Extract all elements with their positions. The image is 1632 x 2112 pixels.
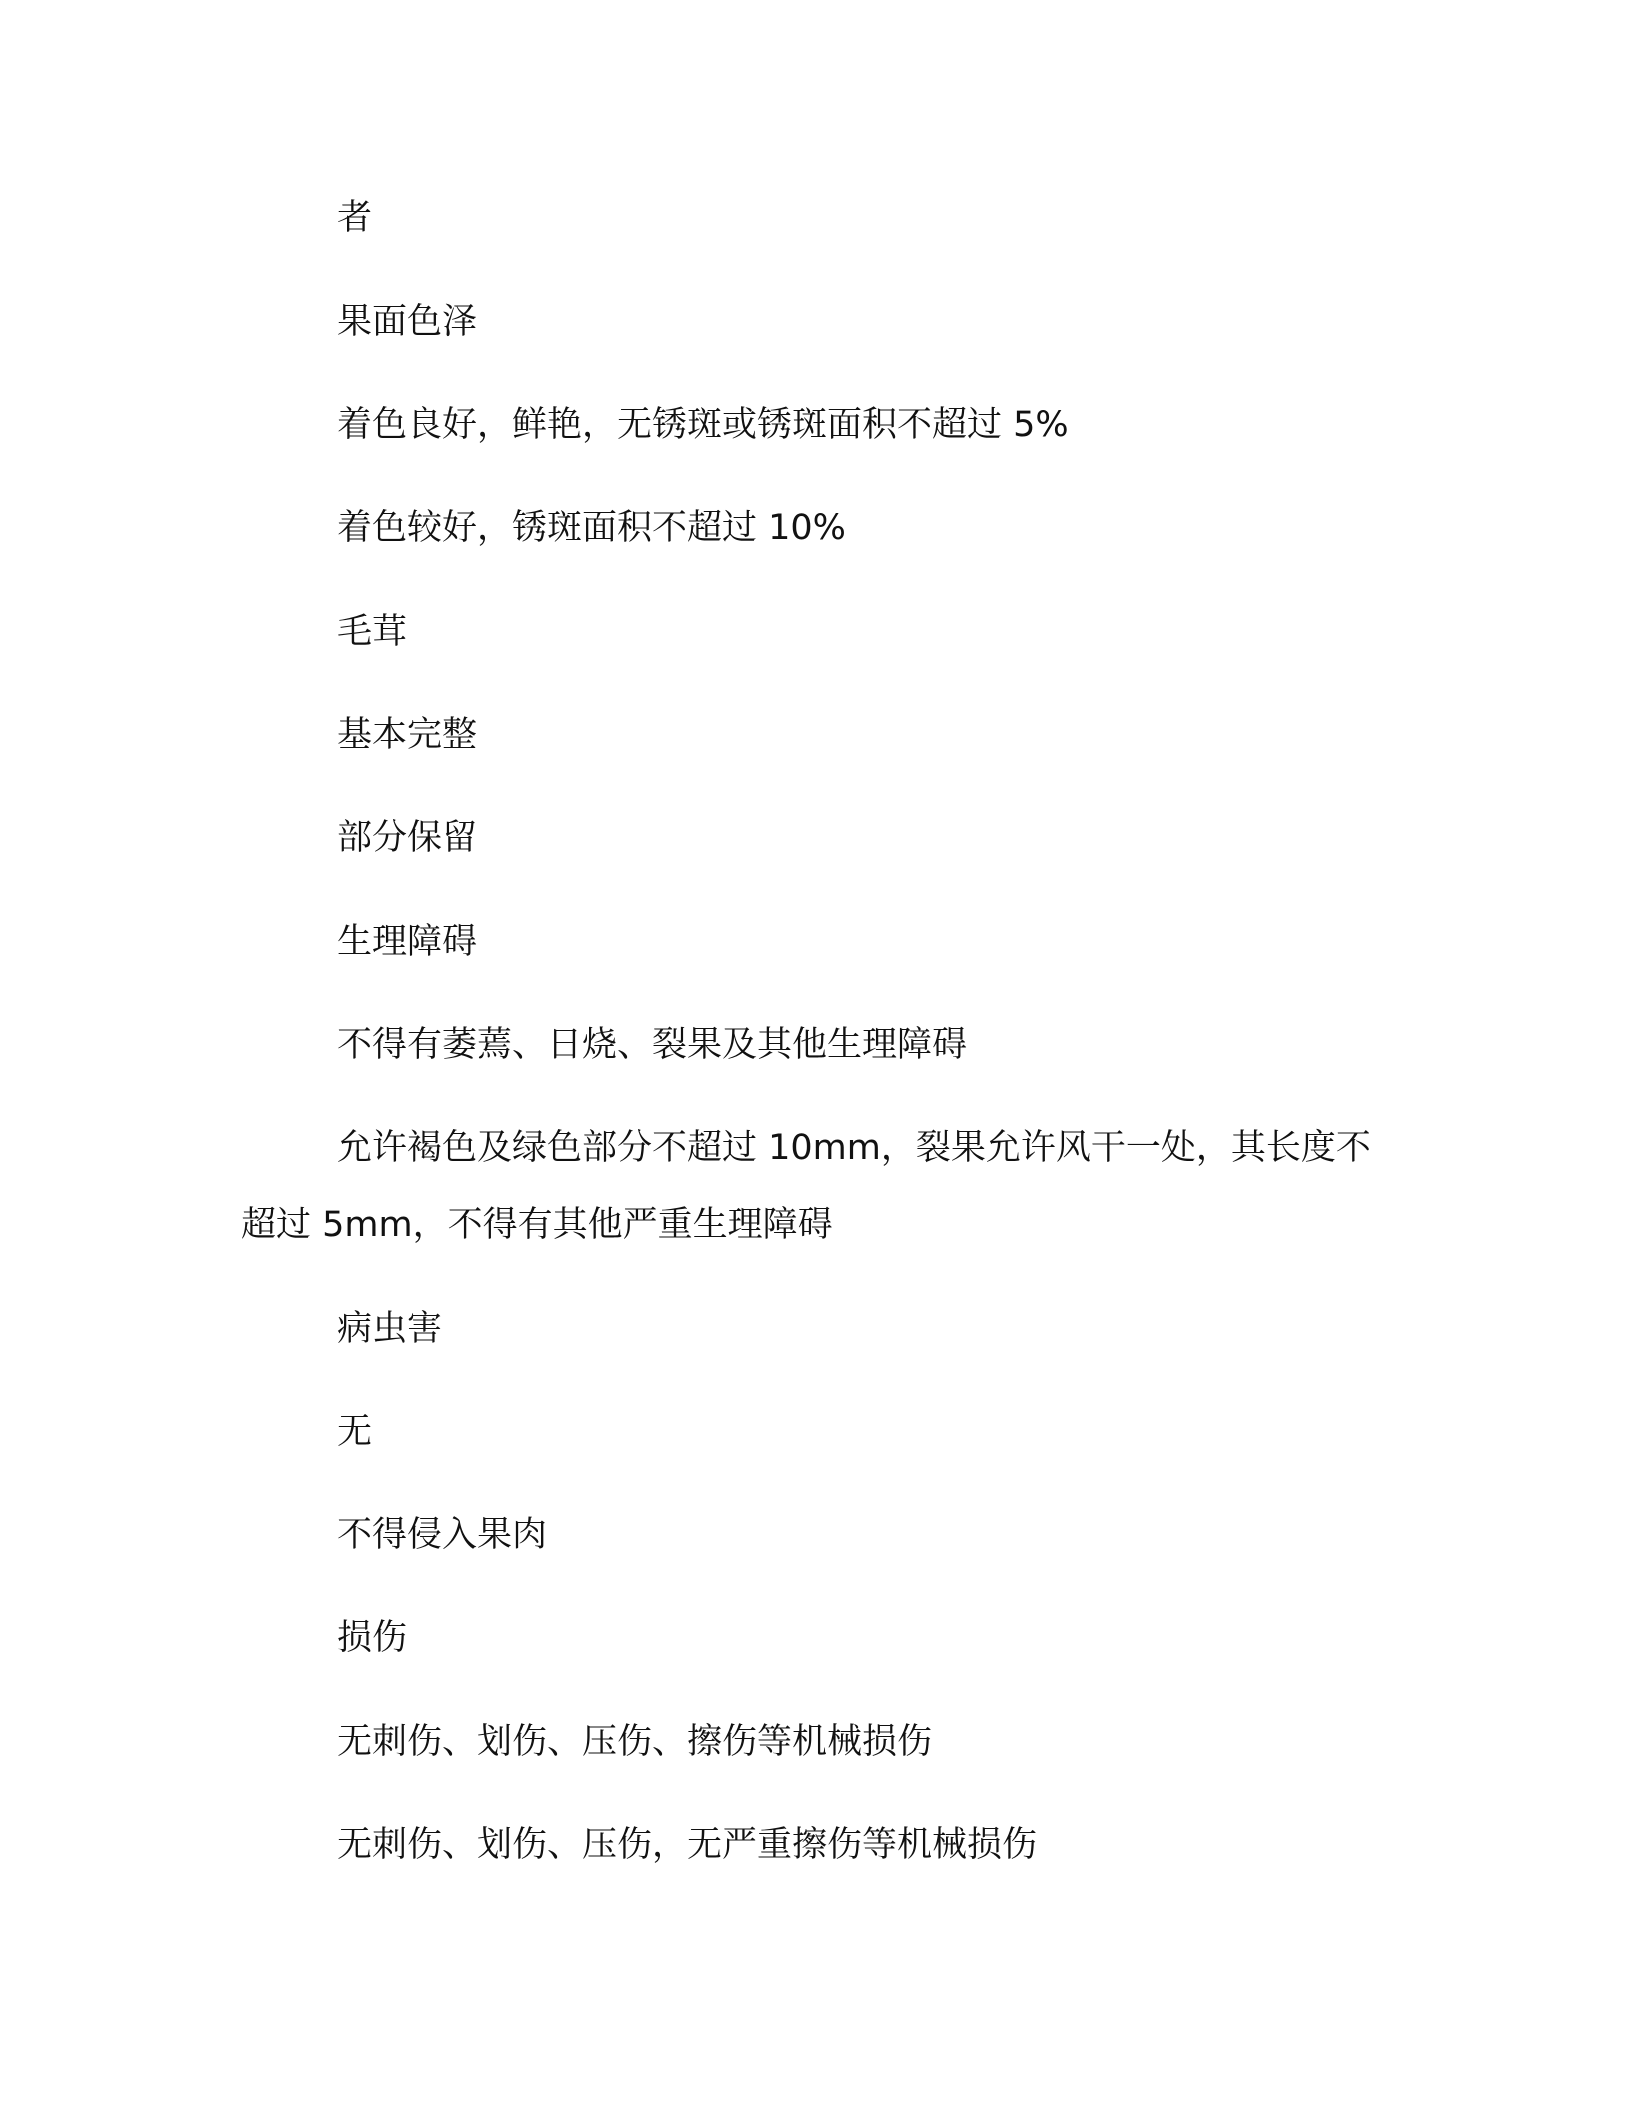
- paragraph-1: 者: [337, 198, 373, 238]
- paragraph-14: 损伤: [337, 1618, 408, 1658]
- paragraph-6: 基本完整: [337, 715, 478, 755]
- paragraph-8: 生理障碍: [337, 922, 478, 962]
- paragraph-15: 无刺伤、划伤、压伤、擦伤等机械损伤: [337, 1722, 933, 1762]
- paragraph-3: 着色良好，鲜艳，无锈斑或锈斑面积不超过 5%: [337, 405, 1069, 445]
- paragraph-2: 果面色泽: [337, 302, 478, 342]
- paragraph-7: 部分保留: [337, 818, 478, 858]
- paragraph-4: 着色较好，锈斑面积不超过 10%: [337, 508, 846, 548]
- paragraph-5: 毛茸: [337, 612, 408, 652]
- paragraph-11: 病虫害: [337, 1309, 443, 1349]
- paragraph-13: 不得侵入果肉: [337, 1515, 548, 1555]
- paragraph-10: 允许褐色及绿色部分不超过 10mm，裂果允许风干一处，其长度不超过 5mm，不得有其他严重生理障碍: [241, 1128, 1371, 1245]
- paragraph-9: 不得有萎蔫、日烧、裂果及其他生理障碍: [337, 1025, 968, 1065]
- paragraph-16: 无刺伤、划伤、压伤，无严重擦伤等机械损伤: [337, 1825, 1038, 1865]
- paragraph-12: 无: [337, 1412, 373, 1452]
